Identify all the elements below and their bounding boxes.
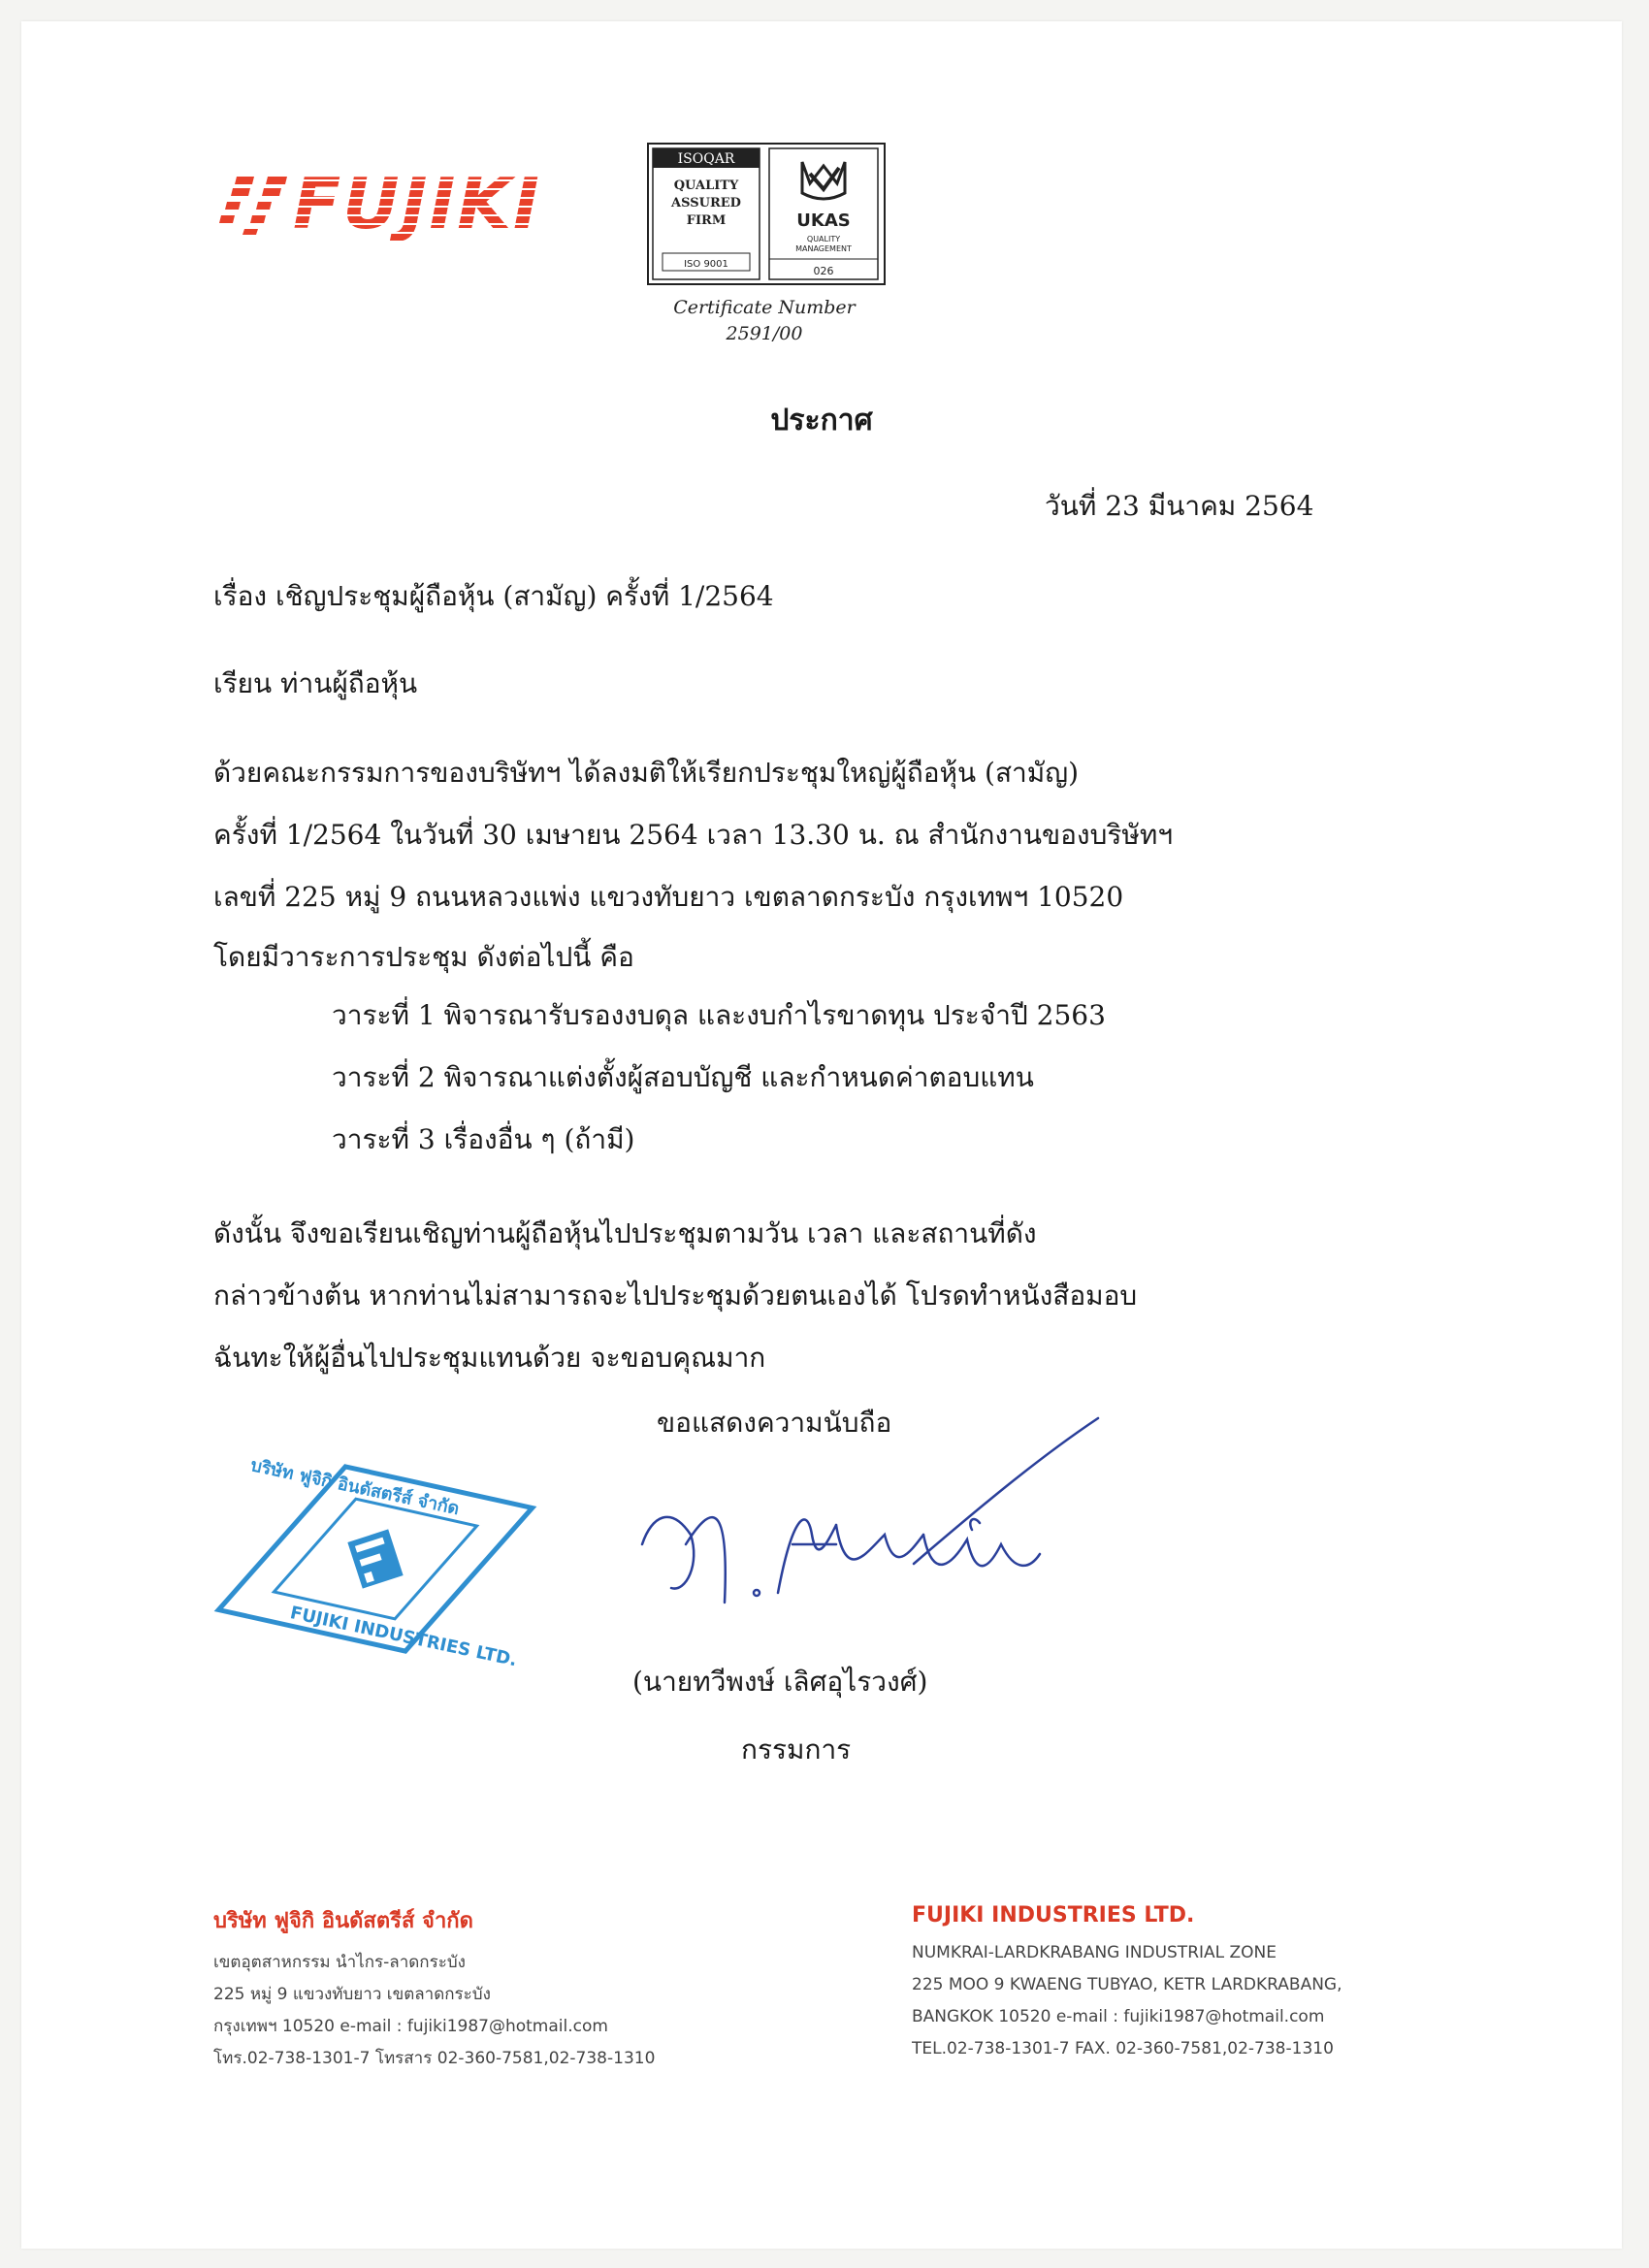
paragraph-line: ฉันทะให้ผู้อื่นไปประชุมแทนด้วย จะขอบคุณมาก [213,1342,766,1374]
document-salutation: เรียน ท่านผู้ถือหุ้น [213,667,418,699]
company-logo [215,155,584,252]
svg-text:บริษัท ฟูจิกิ อินดัสตรีส์ จำกั: บริษัท ฟูจิกิ อินดัสตรีส์ จำกัด [248,1455,462,1520]
ukas-sub-1: QUALITY [806,235,841,243]
signer-name: (นายทวีพงษ์ เลิศอุไรวงศ์) [632,1666,928,1698]
footer-line: เขตอุตสาหกรรม นำไกร-ลาดกระบัง [213,1953,466,1972]
qaf-line-3: FIRM [686,213,727,228]
agenda-item: วาระที่ 1 พิจารณารับรองงบดุล และงบกำไรขาดทุน ประจำปี 2563 [332,999,1106,1031]
isoqar-label: ISOQAR [677,151,735,167]
agenda-item: วาระที่ 2 พิจารณาแต่งตั้งผู้สอบบัญชี และกำหนดค่าตอบแทน [332,1061,1034,1093]
footer-line: TEL.02-738-1301-7 FAX. 02-360-7581,02-738-1310 [912,2039,1334,2058]
company-stamp-icon [191,1442,560,1675]
agenda-item: วาระที่ 3 เรื่องอื่น ๆ (ถ้ามี) [332,1123,635,1155]
certificate-caption: Certificate Number [673,297,856,318]
footer-line: NUMKRAI-LARDKRABANG INDUSTRIAL ZONE [912,1943,1277,1962]
announcement-heading: ประกาศ [770,404,873,437]
handwritten-signature-icon [632,1399,1117,1661]
fujiki-brand-text: FUJIKI [293,155,541,252]
footer-line: 225 หมู่ 9 แขวงทับยาว เขตลาดกระบัง [213,1985,491,2004]
closing-phrase: ขอแสดงความนับถือ [657,1407,892,1439]
certification-mark-icon [649,145,884,283]
paragraph-line: ด้วยคณะกรรมการของบริษัทฯ ได้ลงมติให้เรียกประชุมใหญ่ผู้ถือหุ้น (สามัญ) [213,757,1080,789]
paragraph-line: กล่าวข้างต้น หากท่านไม่สามารถจะไปประชุมด้วยตนเองได้ โปรดทำหนังสือมอบ [213,1280,1138,1312]
certificate-caption-block [652,295,877,347]
paragraph-line: เลขที่ 225 หมู่ 9 ถนนหลวงแพ่ง แขวงทับยาว เขตลาดกระบัง กรุงเทพฯ 10520 [213,881,1124,913]
certificate-number: 2591/00 [726,323,803,344]
signer-title: กรรมการ [741,1733,852,1766]
footer-company-name-english: FUJIKI INDUSTRIES LTD. [912,1903,1195,1928]
paragraph-line: โดยมีวาระการประชุม ดังต่อไปนี้ คือ [213,941,634,973]
footer-english-address [912,1903,1342,2065]
iso-certification-badge [647,143,886,285]
footer-company-name-thai: บริษัท ฟูจิกิ อินดัสตรีส์ จำกัด [213,1909,473,1933]
footer-line: โทร.02-738-1301-7 โทรสาร 02-360-7581,02-738-1310 [213,2049,656,2068]
qaf-line-1: QUALITY [673,178,739,193]
svg-text:FUJIKI INDUSTRIES LTD.: FUJIKI INDUSTRIES LTD. [288,1603,519,1671]
footer-line: BANGKOK 10520 e-mail : fujiki1987@hotmail.com [912,2007,1325,2026]
fujiki-ff-mark-icon [215,173,291,239]
document-subject: เรื่อง เชิญประชุมผู้ถือหุ้น (สามัญ) ครั้งที่ 1/2564 [213,580,774,612]
footer-line: กรุงเทพฯ 10520 e-mail : fujiki1987@hotmail.com [213,2017,608,2036]
paragraph-line: ดังนั้น จึงขอเรียนเชิญท่านผู้ถือหุ้นไปประชุมตามวัน เวลา และสถานที่ดัง [213,1217,1037,1249]
qaf-line-2: ASSURED [671,196,741,211]
ukas-label: UKAS [796,211,851,231]
document-date: วันที่ 23 มีนาคม 2564 [1045,490,1314,522]
ukas-number: 026 [813,265,834,277]
letter-page [21,21,1622,2249]
paragraph-line: ครั้งที่ 1/2564 ในวันที่ 30 เมษายน 2564 เวลา 13.30 น. ณ สำนักงานของบริษัทฯ [213,819,1174,851]
ukas-sub-2: MANAGEMENT [795,244,852,253]
footer-line: 225 MOO 9 KWAENG TUBYAO, KETR LARDKRABANG, [912,1975,1342,1994]
footer-thai-address [213,1903,655,2075]
iso-9001-label: ISO 9001 [684,259,728,270]
